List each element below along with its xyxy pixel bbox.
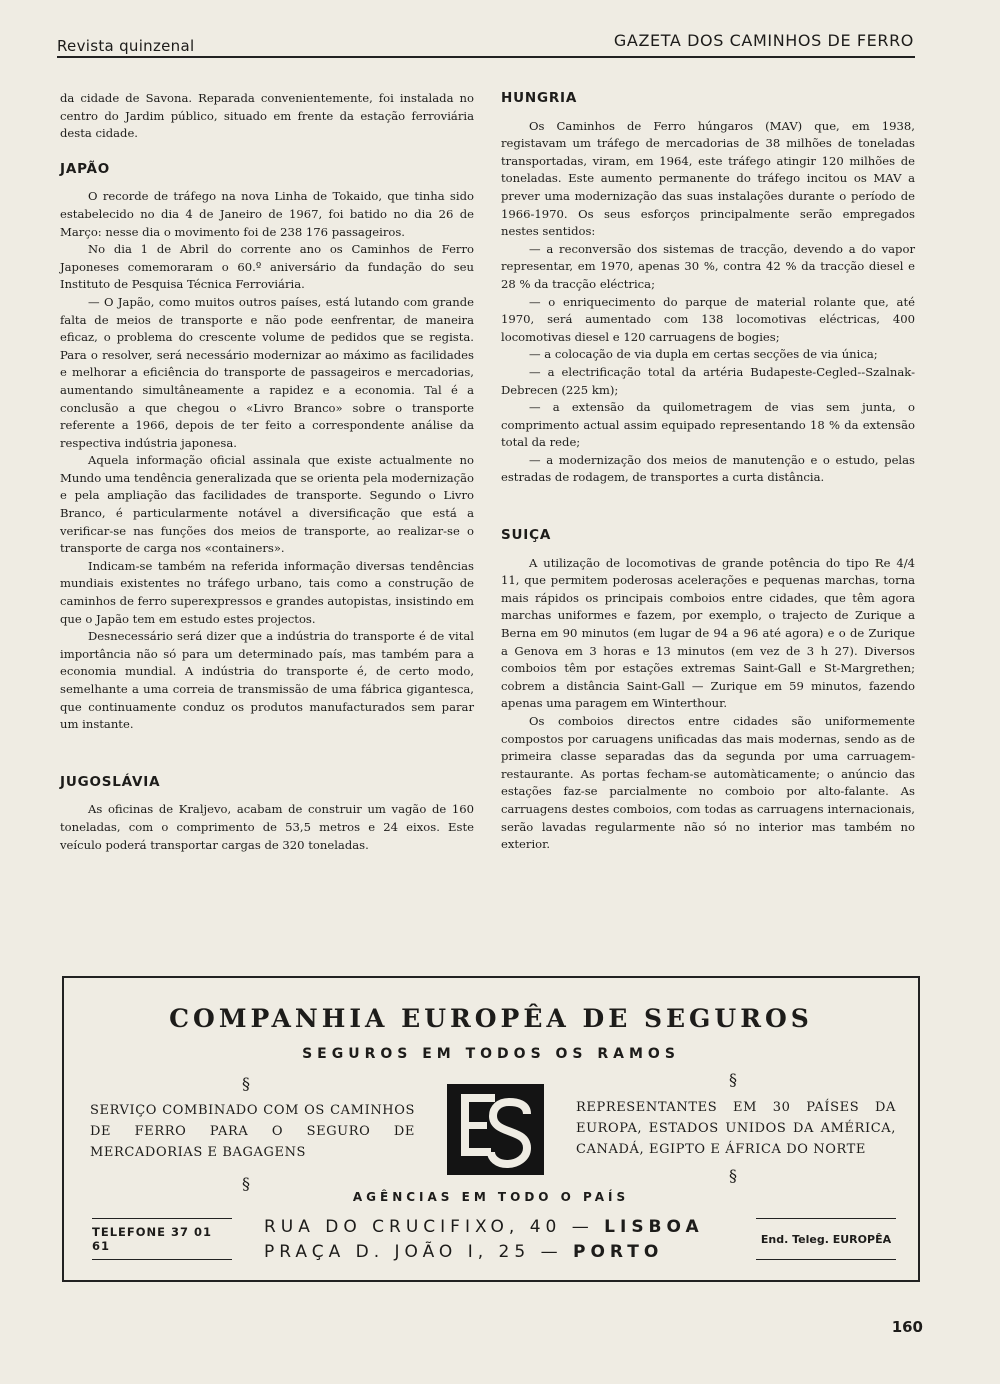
- left-column: [60, 90, 474, 854]
- hungria-list-item: — a electrificação total da artéria Budapeste-Cegled--Szalnak-Debrecen (225 km);: [501, 364, 915, 397]
- ornament-icon: §: [242, 1074, 250, 1093]
- intro-paragraph: da cidade de Savona. Reparada convenientemente, foi instalada no centro do Jardim público, situado em frente da estação ferroviária desta cidade.: [60, 91, 474, 141]
- suica-paragraph: Os comboios directos entre cidades são uniformemente compostos por caruagens unificadas das mais modernas, sendo as de primeira classe separadas das da segunda por uma carruagem-restaurante. As portas fecham-se automàticamente; o anúncio das estações faz-se parcialmente no comboio por alto-falante. As carruagens destes comboios, com todas as carruagens internacionais, serão lavadas regularmente não só no interior mas também no exterior.: [501, 714, 915, 852]
- japao-paragraph: Indicam-se também na referida informação diversas tendências mundiais existentes no tráfego urbano, tais como a construção de caminhos de ferro superexpressos e grandes autopistas, insistindo em que o Japão tem em estudo estes projectos.: [60, 558, 474, 626]
- japao-paragraph: Aquela informação oficial assinala que existe actualmente no Mundo uma tendência generalizada que se orienta pela modernização e pela ampliação das facilidades de transporte. Segundo o Livro Branco, é particularmente notável a diversificação que está a verificar-se nas funções dos meios de transporte, ao realizar-se o transporte de carga nos «containers».: [60, 453, 474, 556]
- publication-frequency: Revista quinzenal: [57, 37, 195, 55]
- suica-paragraph: A utilização de locomotivas de grande potência do tipo Re 4/4 11, que permitem poderosas acelerações e pequenas marchas, torna mais rápidos os principais comboios entre cidades, que têm agora marchas uniformes e fazem, por exemplo, o trajecto de Zurique a Berna em 90 minutos (em lugar de 94 a 96 até agora) e o de Zurique a Genova em 3 horas e 13 minutos (em vez de 3 h 27). Diversos comboios têm por estações extremas Saint-Gall e St-Margrethen; cobrem a distância Saint-Gall — Zurique em 59 minutos, fazendo apenas uma paragem em Winterthour.: [501, 555, 915, 711]
- hungria-list-item: — a colocação de via dupla em certas secções de via única;: [529, 347, 878, 362]
- ad-telephone: TELEFONE 37 01 61: [92, 1218, 232, 1260]
- company-logo: [447, 1084, 544, 1175]
- ad-tagline: SEGUROS EM TODOS OS RAMOS: [302, 1046, 680, 1062]
- ad-representatives-text: REPRESENTANTES EM 30 PAÍSES DA EUROPA, ESTADOS UNIDOS DA AMÉRICA, CANADÁ, EGIPTO E ÁFRICA DO NORTE: [576, 1100, 896, 1157]
- japao-paragraph: O recorde de tráfego na nova Linha de Tokaido, que tinha sido estabelecido no dia 4 de Janeiro de 1967, foi batido no dia 26 de Março: nesse dia o movimento foi de 238 176 passageiros.: [60, 189, 474, 239]
- hungria-list-item: — a extensão da quilometragem de vias sem junta, o comprimento actual assim equipado representando 18 % da extensão total da rede;: [501, 400, 915, 450]
- ad-addresses: [264, 1215, 734, 1265]
- ad-telegraph-address: End. Teleg. EUROPÊA: [756, 1218, 896, 1260]
- hungria-list-item: — o enriquecimento do parque de material rolante que, até 1970, será aumentado com 138 locomotivas eléctricas, 400 locomotivas diesel e 120 carruagens de bogies;: [501, 294, 915, 344]
- hungria-paragraph: Os Caminhos de Ferro húngaros (MAV) que, em 1938, registavam um tráfego de mercadorias de 38 milhões de toneladas transportadas, viram, em 1964, este tráfego atingir 120 milhões de toneladas. Este aumento permanente do tráfego incitou os MAV a prever uma modernização das suas instalações durante o período de 1966-1970. Os seus esforços principalmente serão empregados nestes sentidos:: [501, 118, 915, 239]
- japao-paragraph: — O Japão, como muitos outros países, está lutando com grande falta de meios de transporte e não pode eenfrentar, de maneira eficaz, o problema do crescente volume de pedidos que se regista. Para o resolver, será necessário modernizar ao máximo as facilidades e melhorar a eficiência do transporte de passageiros e mercadorias, aumentando simultâneamente a rapidez e a economia. Tal é a conclusão a que chegou o «Livro Branco» sobre o transporte referente a 1966, depois de ter feito a correspondente análise da respectiva indústria japonesa.: [60, 294, 474, 450]
- section-title-hungria: HUNGRIA: [501, 90, 578, 106]
- ad-agencies: AGÊNCIAS EM TODO O PAÍS: [352, 1190, 630, 1204]
- section-title-japao: JAPÃO: [60, 160, 111, 177]
- ornament-icon: §: [242, 1174, 250, 1193]
- ornament-icon: §: [729, 1166, 737, 1185]
- ad-service-text: SERVIÇO COMBINADO COM OS CAMINHOS DE FERRO PARA O SEGURO DE MERCADORIAS E BAGAGENS: [90, 1103, 415, 1160]
- header-rule: [57, 56, 915, 58]
- es-logo-icon: [447, 1084, 544, 1175]
- ad-company-name: COMPANHIA EUROPÊA DE SEGUROS: [169, 1004, 813, 1033]
- japao-paragraph: Desnecessário será dizer que a indústria do transporte é de vital importância não só para um determinado país, mas também para a economia mundial. A indústria do transporte é, de certo modo, semelhante a uma correia de transmissão de uma fábrica gigantesca, que continuamente conduz os produtos manufacturados sem parar um instante.: [60, 629, 474, 732]
- section-title-suica: SUIÇA: [501, 527, 552, 544]
- address-lisboa: RUA DO CRUCIFIXO, 40 — LISBOA: [264, 1217, 704, 1237]
- hungria-list-item: — a modernização dos meios de manutenção e o estudo, pelas estradas de rodagem, de transportes a curta distância.: [501, 452, 915, 485]
- address-porto: PRAÇA D. JOÃO I, 25 — PORTO: [264, 1242, 664, 1262]
- section-title-jugoslavia: JUGOSLÁVIA: [60, 773, 161, 790]
- page-number: 160: [891, 1318, 923, 1336]
- magazine-title: GAZETA DOS CAMINHOS DE FERRO: [613, 31, 914, 50]
- japao-paragraph: No dia 1 de Abril do corrente ano os Caminhos de Ferro Japoneses comemoraram o 60.º aniversário da fundação do seu Instituto de Pesquisa Técnica Ferroviária.: [60, 242, 474, 292]
- right-column: [501, 90, 915, 854]
- hungria-list-item: — a reconversão dos sistemas de tracção, devendo a do vapor representar, em 1970, apenas 30 %, contra 42 % da tracção diesel e 28 % da tracção eléctrica;: [501, 241, 915, 291]
- insurance-advertisement: [62, 976, 920, 1282]
- jugoslavia-paragraph: As oficinas de Kraljevo, acabam de construir um vagão de 160 toneladas, com o comprimento de 53,5 metros e 24 eixos. Este veículo poderá transportar cargas de 320 toneladas.: [60, 802, 474, 852]
- ornament-icon: §: [729, 1070, 737, 1089]
